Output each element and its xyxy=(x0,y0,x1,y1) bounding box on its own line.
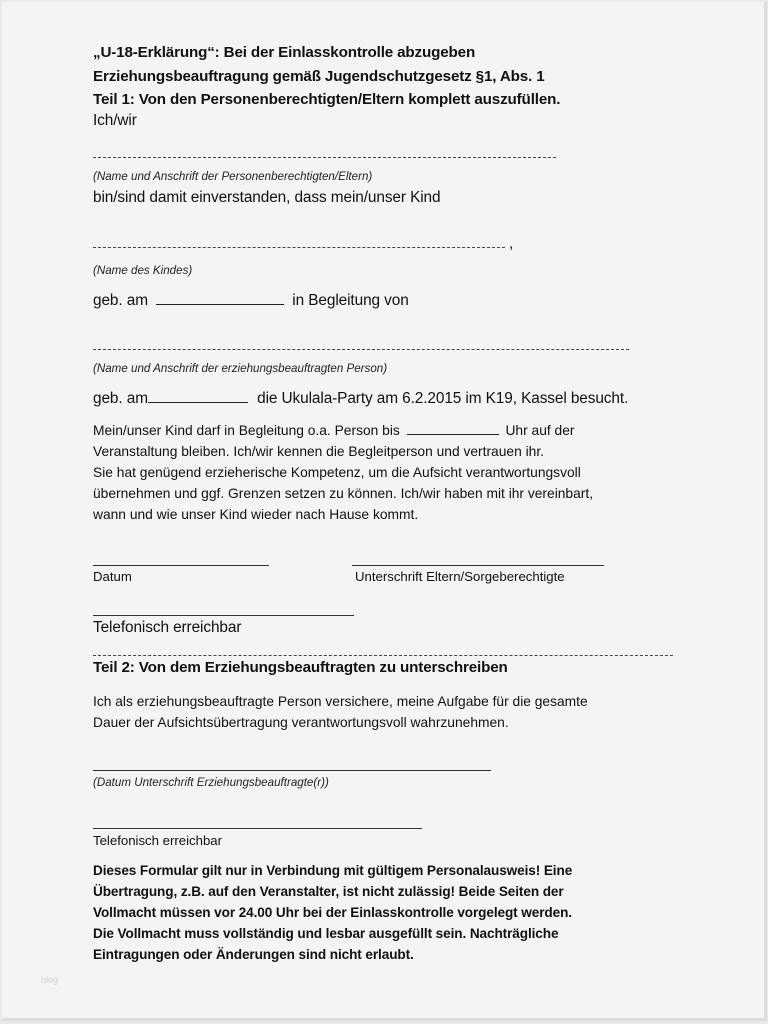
guardian-birthdate-row xyxy=(93,390,628,408)
born-label-2: geb. am xyxy=(93,390,148,407)
part2-paragraph: Ich als erziehungsbeauftragte Person versichere, meine Aufgabe für die gesamte Dauer der Aufsichtsübertragung verantwortungsvoll wahrzunehmen. xyxy=(93,694,588,730)
parent-phone-label: Telefonisch erreichbar xyxy=(93,619,242,636)
child-caption: (Name des Kindes) xyxy=(93,264,193,277)
guardian-phone-label: Telefonisch erreichbar xyxy=(93,833,223,848)
guardian-signature-caption: (Datum Unterschrift Erziehungsbeauftragte(r)) xyxy=(93,776,329,789)
section-divider xyxy=(93,655,673,656)
para-line-5: wann und wie unser Kind wieder nach Hause kommt. xyxy=(93,507,419,522)
child-birthdate-field[interactable] xyxy=(156,303,284,305)
parents-name-field[interactable] xyxy=(93,157,556,158)
guardian-caption: (Name und Anschrift der erziehungsbeauftragten Person) xyxy=(93,362,388,375)
permission-paragraph xyxy=(93,420,593,525)
para-line-2: Veranstaltung bleiben. Ich/wir kennen die Begleitperson und vertrauen ihr. xyxy=(93,444,544,459)
guardian-phone-field[interactable] xyxy=(93,828,422,829)
guardian-signature-field[interactable] xyxy=(93,770,491,771)
guardian-birthdate-field[interactable] xyxy=(148,401,248,403)
until-time-field[interactable] xyxy=(407,433,499,435)
para-line-1: Mein/unser Kind darf in Begleitung o.a. Person bis Uhr auf der xyxy=(93,423,575,438)
child-name-field[interactable] xyxy=(93,247,505,248)
guardian-name-field[interactable] xyxy=(93,349,629,350)
validity-notice: Dieses Formular gilt nur in Verbindung mit gültigem Personalausweis! Eine Übertragung, z.B. auf den Veranstalter, ist nicht zulässig! Beide Seiten der Vollmacht müssen vor 24.00 Uhr bei der Einlasskontrolle vorgelegt werden. Die Vollmacht muss vollständig und lesbar ausgefüllt sein. Nachträgliche Eintragungen oder Änderungen sind nicht erlaubt. xyxy=(93,863,573,962)
child-comma: , xyxy=(509,235,514,252)
parents-caption: (Name und Anschrift der Personenberechtigten/Eltern) xyxy=(93,170,373,183)
watermark: blog xyxy=(41,975,59,985)
parent-signature-label: Unterschrift Eltern/Sorgeberechtigte xyxy=(355,569,565,584)
event-text: die Ukulala-Party am 6.2.2015 im K19, Kassel besucht. xyxy=(257,390,629,407)
part2-heading: Teil 2: Von dem Erziehungsbeauftragten zu unterschreiben xyxy=(93,659,508,676)
parent-phone-field[interactable] xyxy=(93,615,354,616)
ich-wir-label: Ich/wir xyxy=(93,112,137,129)
child-birthdate-row xyxy=(93,292,409,310)
para-line-4: übernehmen und ggf. Grenzen setzen zu können. Ich/wir haben mit ihr vereinbart, xyxy=(93,486,594,501)
form-subtitle: Erziehungsbeauftragung gemäß Jugendschutzgesetz §1, Abs. 1 xyxy=(93,68,545,85)
form-title: „U-18-Erklärung“: Bei der Einlasskontrolle abzugeben xyxy=(93,44,476,61)
date-label: Datum xyxy=(93,569,132,584)
date-field[interactable] xyxy=(93,565,269,566)
consent-text: bin/sind damit einverstanden, dass mein/unser Kind xyxy=(93,189,441,206)
parent-signature-field[interactable] xyxy=(352,565,604,566)
para-line-3: Sie hat genügend erzieherische Kompetenz, um die Aufsicht verantwortungsvoll xyxy=(93,465,581,480)
part1-heading: Teil 1: Von den Personenberechtigten/Eltern komplett auszufüllen. xyxy=(93,91,561,108)
form-page xyxy=(2,2,767,1021)
accompanied-text: in Begleitung von xyxy=(292,292,409,309)
born-label: geb. am xyxy=(93,292,148,309)
